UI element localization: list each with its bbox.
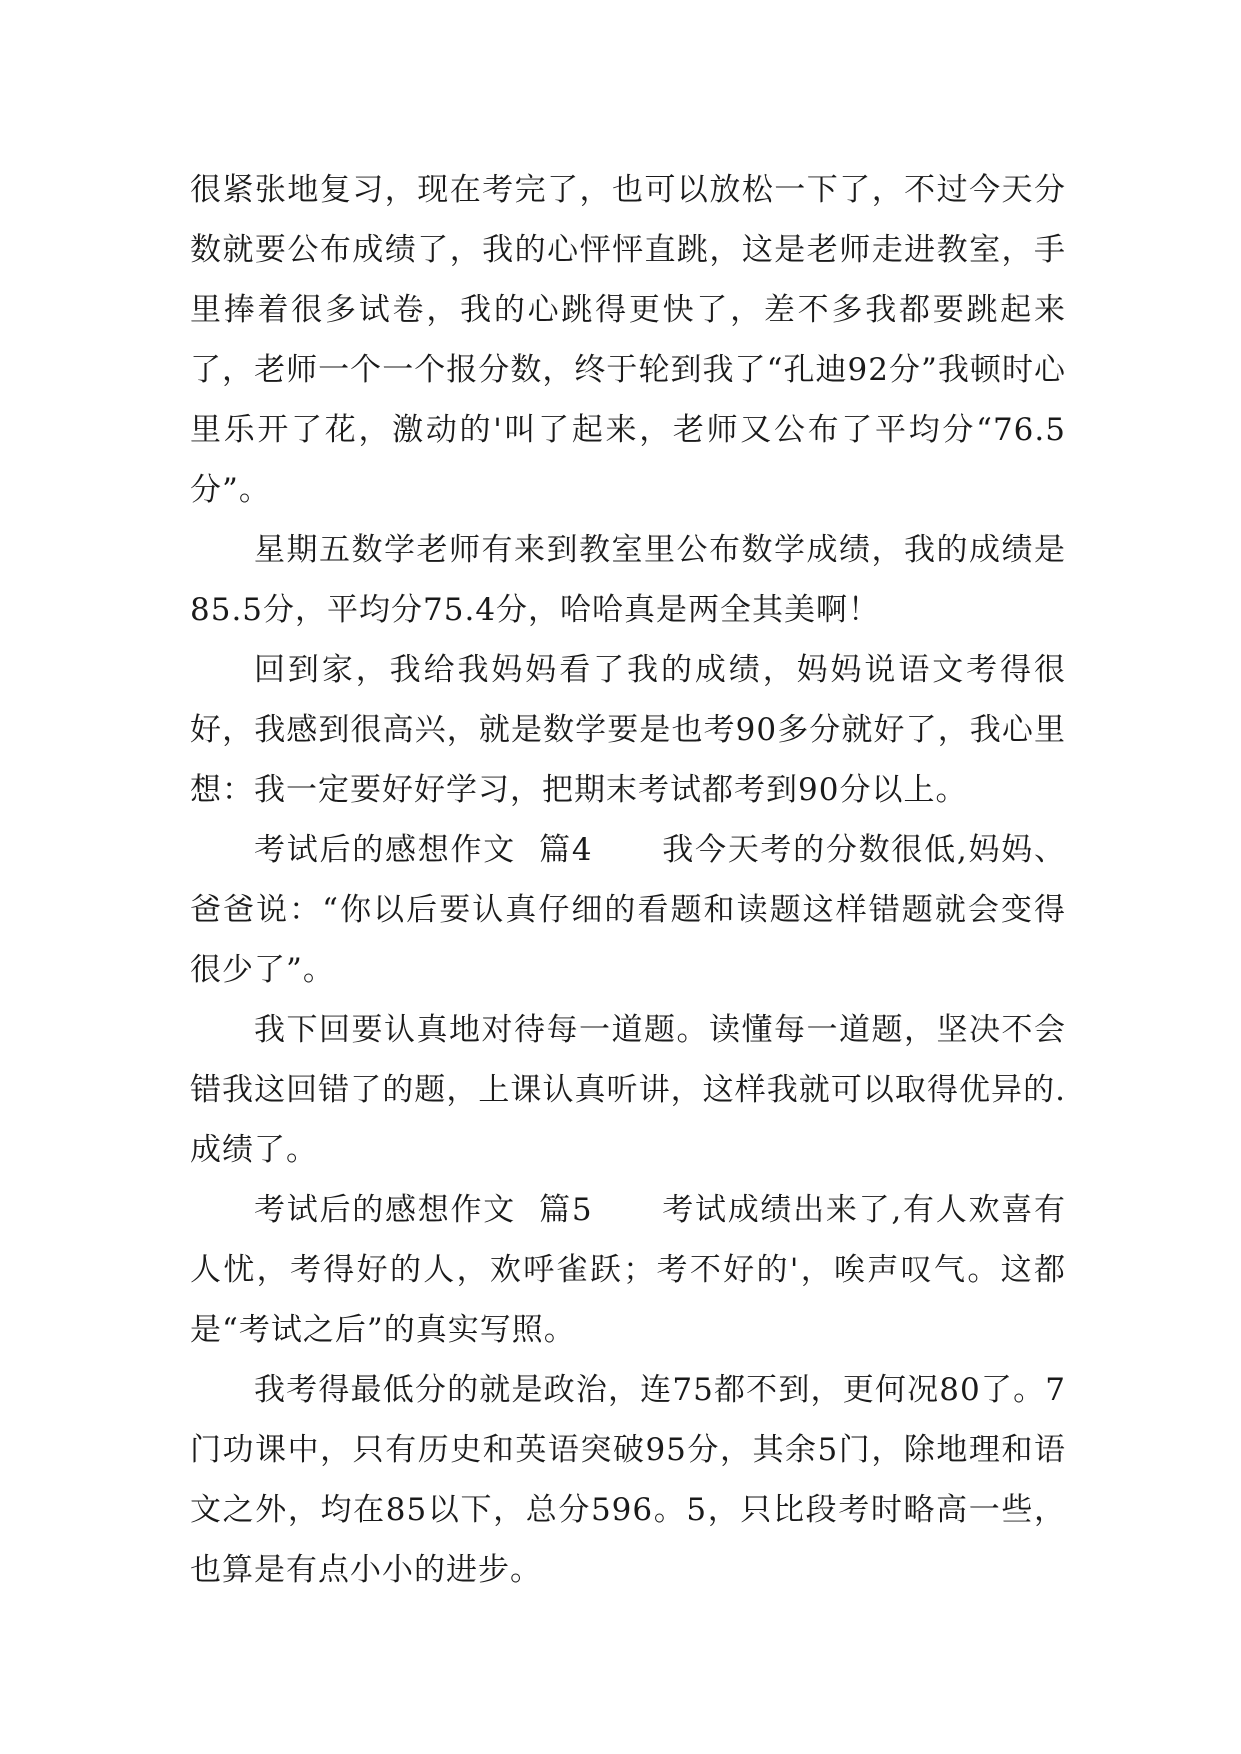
paragraph-4: 考试后的感想作文 篇4 我今天考的分数很低,妈妈、爸爸说：“你以后要认真仔细的看题和读题这样错题就会变得很少了”。	[190, 832, 1066, 988]
document-body	[190, 160, 1066, 1600]
paragraph-7: 我考得最低分的就是政治，连75都不到，更何况80了。7门功课中，只有历史和英语突破95分，其余5门，除地理和语文之外，均在85以下，总分596。5，只比段考时略高一些，也算是有点小小的进步。	[190, 1372, 1066, 1588]
paragraph-3: 回到家，我给我妈妈看了我的成绩，妈妈说语文考得很好，我感到很高兴，就是数学要是也考90多分就好了，我心里想：我一定要好好学习，把期末考试都考到90分以上。	[190, 652, 1066, 808]
paragraph-1: 很紧张地复习，现在考完了，也可以放松一下了，不过今天分数就要公布成绩了，我的心怦怦直跳，这是老师走进教室，手里捧着很多试卷，我的心跳得更快了，差不多我都要跳起来了，老师一个一个报分数，终于轮到我了“孔迪92分”我顿时心里乐开了花，激动的'叫了起来，老师又公布了平均分“76.5分”。	[190, 172, 1066, 508]
paragraph-2: 星期五数学老师有来到教室里公布数学成绩，我的成绩是85.5分，平均分75.4分，哈哈真是两全其美啊！	[190, 532, 1066, 628]
paragraph-6: 考试后的感想作文 篇5 考试成绩出来了,有人欢喜有人忧，考得好的人，欢呼雀跃；考不好的'，唉声叹气。这都是“考试之后”的真实写照。	[190, 1192, 1066, 1348]
paragraph-5: 我下回要认真地对待每一道题。读懂每一道题，坚决不会错我这回错了的题，上课认真听讲，这样我就可以取得优异的.成绩了。	[190, 1012, 1066, 1168]
